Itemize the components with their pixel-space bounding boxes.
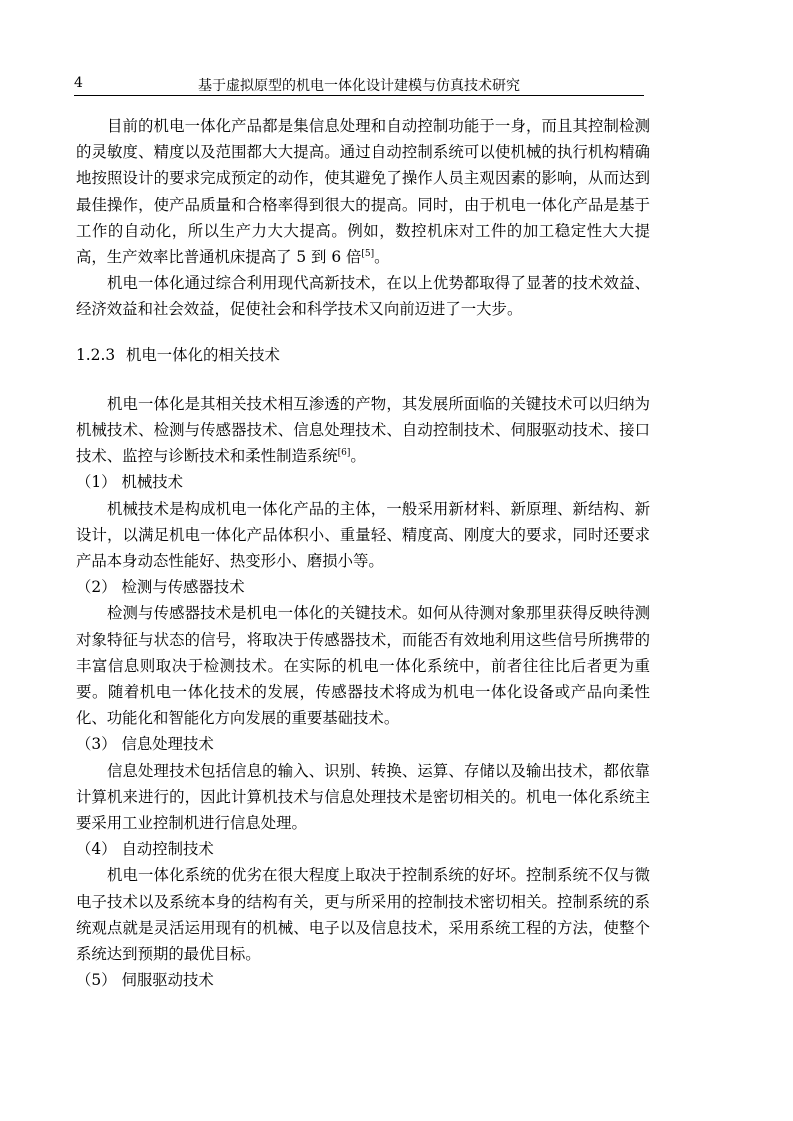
page-body: [76, 113, 650, 994]
page-header: [74, 73, 644, 96]
citation: [6]: [337, 448, 351, 459]
citation: [5]: [361, 249, 375, 260]
paragraph: 机电一体化系统的优劣在很大程度上取决于控制系统的好坏。控制系统不仅与微电子技术以及系统本身的结构有关，更与所采用的控制技术密切相关。控制系统的系统观点就是灵活运用现有的机械、电子以及信息技术，采用系统工程的方法，使整个系统达到预期的最优目标。: [76, 866, 650, 964]
page-number: 4: [74, 75, 83, 91]
section-number: 1.2.3: [76, 345, 116, 364]
paragraph: 机械技术是构成机电一体化产品的主体，一般采用新材料、新原理、新结构、新设计，以满足机电一体化产品体积小、重量轻、精度高、刚度大的要求，同时还要求产品本身动态性能好、热变形小、磨损小等。: [76, 499, 650, 571]
paragraph: 目前的机电一体化产品都是集信息处理和自动控制功能于一身，而且其控制检测的灵敏度、精度以及范围都大大提高。通过自动控制系统可以使机械的执行机构精确地按照设计的要求完成预定的动作，使其避免了操作人员主观因素的影响，从而达到最佳操作，使产品质量和合格率得到很大的提高。同时，由于机电一体化产品是基于工作的自动化，所以生产力大大提高。例如，数控机床对工件的加工稳定性大大提高，生产效率比普通机床提高了 5 到 6 倍[5]。: [76, 117, 650, 267]
subsection-heading: （5） 伺服驱动技术: [76, 971, 214, 990]
subsection-heading: （2） 检测与传感器技术: [76, 578, 245, 597]
paragraph: 信息处理技术包括信息的输入、识别、转换、运算、存储以及输出技术，都依靠计算机来进行的，因此计算机技术与信息处理技术是密切相关的。机电一体化系统主要采用工业控制机进行信息处理。: [76, 761, 650, 833]
section-title: 机电一体化的相关技术: [126, 345, 280, 364]
subsection-heading: （1） 机械技术: [76, 473, 184, 492]
section-heading: [76, 342, 650, 368]
paragraph: 机电一体化通过综合利用现代高新技术，在以上优势都取得了显著的技术效益、经济效益和社会效益，促使社会和科学技术又向前迈进了一大步。: [76, 274, 650, 319]
subsection-heading: （4） 自动控制技术: [76, 840, 214, 859]
paragraph: 机电一体化是其相关技术相互渗透的产物，其发展所面临的关键技术可以归纳为机械技术、检测与传感器技术、信息处理技术、自动控制技术、伺服驱动技术、接口技术、监控与诊断技术和柔性制造系统[6]。: [76, 394, 650, 466]
subsection-heading: （3） 信息处理技术: [76, 735, 214, 754]
paragraph: 检测与传感器技术是机电一体化的关键技术。如何从待测对象那里获得反映待测对象特征与状态的信号，将取决于传感器技术，而能否有效地利用这些信号所携带的丰富信息则取决于检测技术。在实际的机电一体化系统中，前者往往比后者更为重要。随着机电一体化技术的发展，传感器技术将成为机电一体化设备或产品向柔性化、功能化和智能化方向发展的重要基础技术。: [76, 604, 650, 728]
running-title: 基于虚拟原型的机电一体化设计建模与仿真技术研究: [198, 78, 520, 94]
